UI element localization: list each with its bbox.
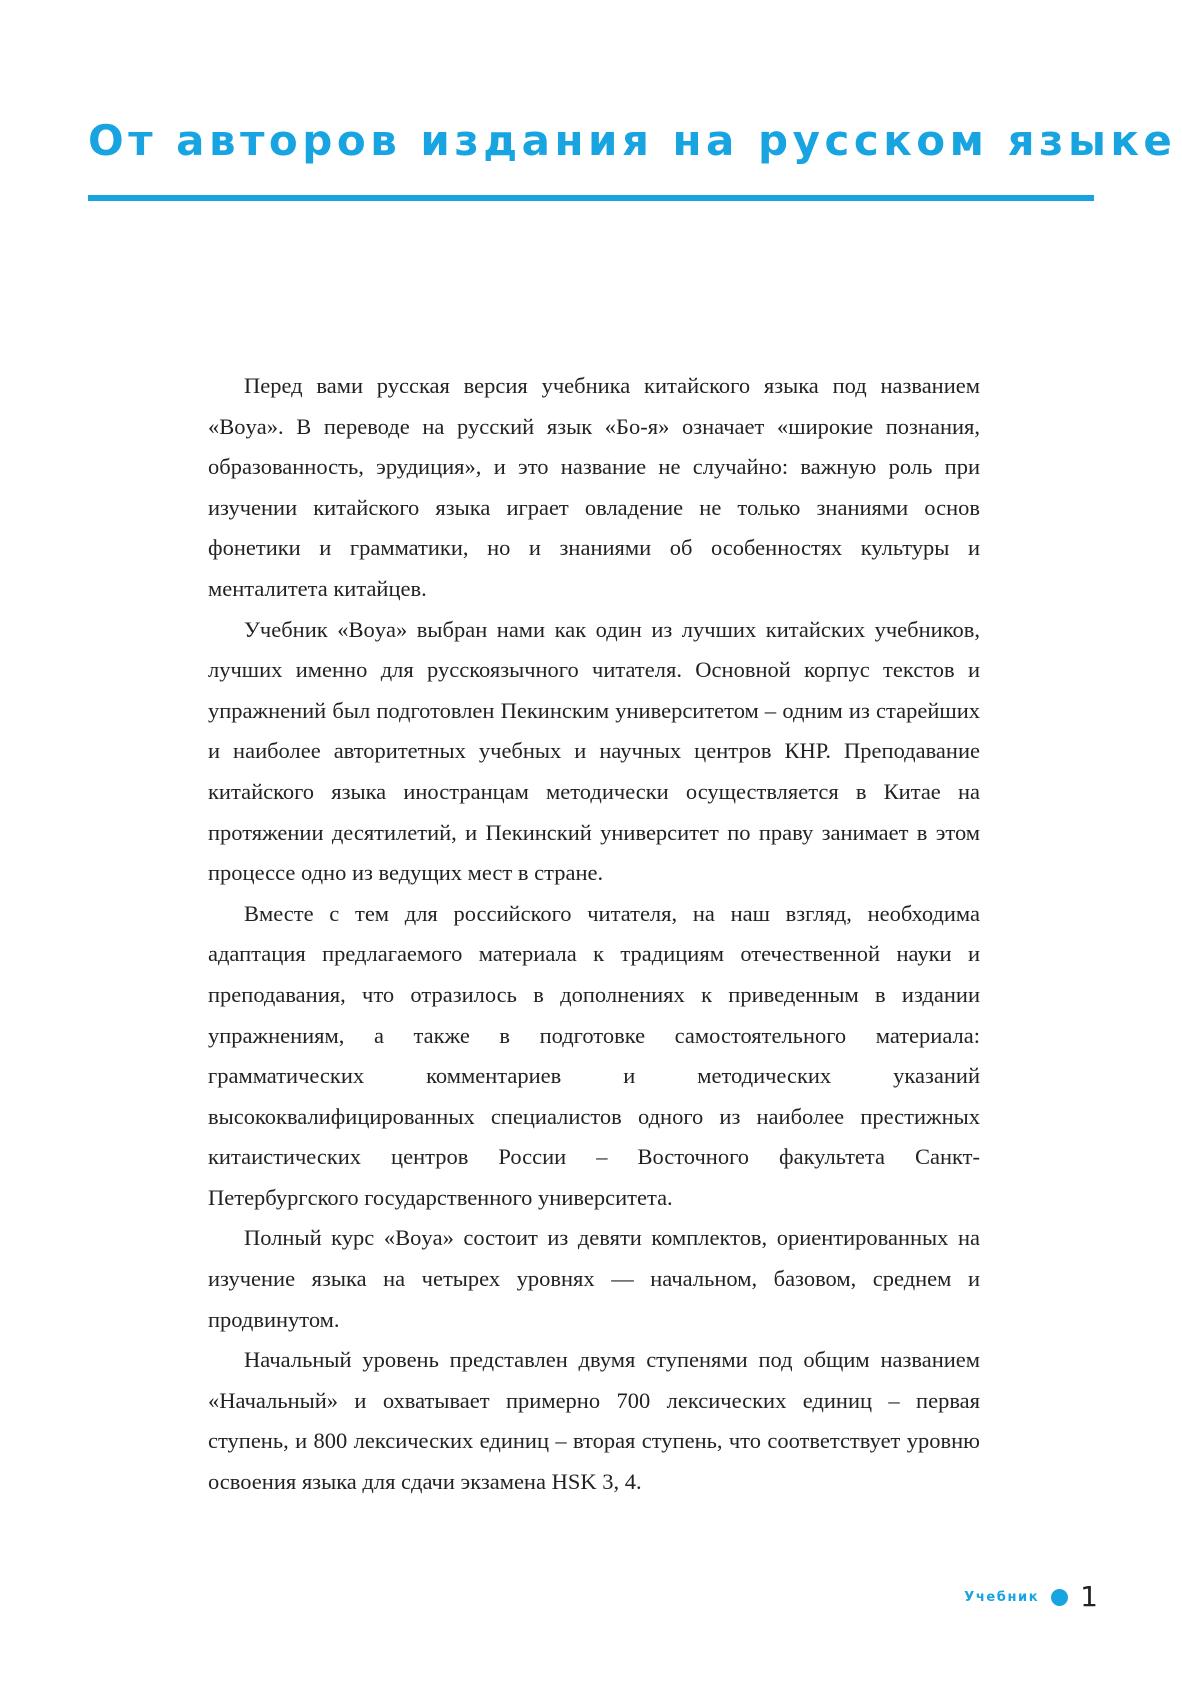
paragraph-3: Вместе с тем для российского читателя, на наш взгляд, необходима адаптация предлагаемого материала к традициям отечественной науки и преподавания, что отразилось в дополнениях к приведенным в издании упражнениям, а также в подготовке самостоятельного материала: грамматических комментариев и методических указаний высококвалифицированных специалистов одного из наиболее престижных китаистических центров России – Восточного факультета Санкт-Петербургского государственного университета. bbox=[208, 900, 980, 1210]
body-text bbox=[208, 366, 980, 1503]
page-number: 1 bbox=[1080, 1580, 1098, 1613]
footer-label: Учебник bbox=[964, 1589, 1040, 1605]
paragraph-2: Учебник «Boya» выбран нами как один из лучших китайских учебников, лучших именно для русскоязычного читателя. Основной корпус текстов и упражнений был подготовлен Пекинским университетом – одним из старейших и наиболее авторитетных учебных и научных центров КНР. Преподавание китайского языка иностранцам методически осуществляется в Китае на протяжении десятилетий, и Пекинский университет по праву занимает в этом процессе одно из ведущих мест в стране. bbox=[208, 616, 980, 886]
paragraph-1: Перед вами русская версия учебника китайского языка под названием «Boya». В переводе на русский язык «Бо-я» означает «широкие познания, образованность, эрудиция», и это название не случайно: важную роль при изучении китайского языка играет овладение не только знаниями основ фонетики и грамматики, но и знаниями об особенностях культуры и менталитета китайцев. bbox=[208, 373, 980, 601]
page-title: От авторов издания на русском языке bbox=[88, 116, 1177, 165]
footer-dot-icon bbox=[1051, 1589, 1068, 1606]
title-underline bbox=[88, 195, 1094, 201]
paragraph-4: Полный курс «Boya» состоит из девяти комплектов, ориентированных на изучение языка на четырех уровнях — начальном, базовом, среднем и продвинутом. bbox=[208, 1225, 980, 1332]
paragraph-5: Начальный уровень представлен двумя ступенями под общим названием «Начальный» и охватывает примерно 700 лексических единиц – первая ступень, и 800 лексических единиц – вторая ступень, что соответствует уровню освоения языка для сдачи экзамена HSK 3, 4. bbox=[208, 1347, 980, 1495]
page-footer bbox=[964, 1580, 1098, 1613]
